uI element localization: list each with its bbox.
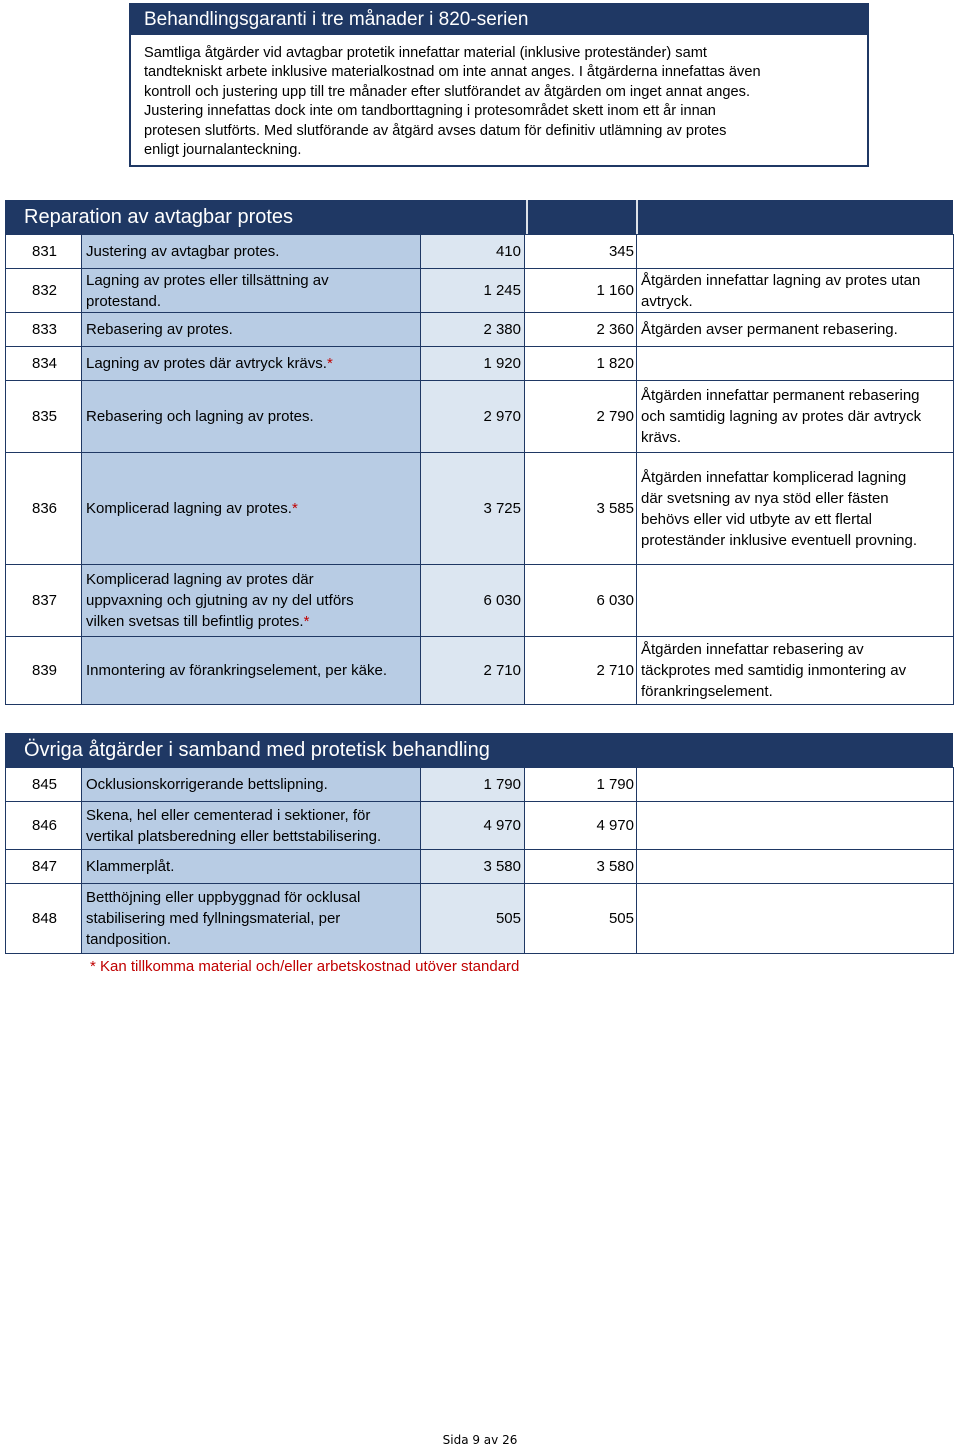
procedure-description	[82, 565, 421, 637]
table-row	[6, 637, 954, 705]
procedure-description	[82, 381, 421, 453]
procedure-code: 834	[6, 347, 82, 381]
repair-heading-text: Reparation av avtagbar protes	[24, 206, 294, 228]
price-primary: 1 790	[421, 768, 525, 802]
price-primary: 1 920	[421, 347, 525, 381]
description-line	[86, 241, 417, 262]
table-row	[6, 269, 954, 313]
procedure-description	[82, 884, 421, 954]
price-secondary: 2 360	[525, 313, 637, 347]
description-line	[86, 856, 417, 877]
footnote-marker: *	[303, 613, 310, 630]
description-text: Ocklusionskorrigerande bettslipning.	[86, 776, 328, 793]
price-primary: 410	[421, 235, 525, 269]
table-row	[6, 313, 954, 347]
description-line	[86, 826, 417, 847]
note-line: Åtgärden innefattar rebasering av	[641, 641, 864, 658]
description-line	[86, 774, 417, 795]
guarantee-line: tandtekniskt arbete inklusive materialkostnad om inte annat anges. I åtgärderna innefattas även	[144, 64, 761, 81]
note-line: Åtgärden innefattar permanent rebasering	[641, 387, 920, 404]
procedure-code: 831	[6, 235, 82, 269]
procedure-code: 833	[6, 313, 82, 347]
procedure-code: 848	[6, 884, 82, 954]
procedure-code: 832	[6, 269, 82, 313]
price-primary: 3 580	[421, 850, 525, 884]
guarantee-line: protesen slutförts. Med slutförande av åtgärd avses datum för definitiv utlämning av protes	[144, 122, 727, 139]
table-row	[6, 235, 954, 269]
procedure-code: 846	[6, 802, 82, 850]
procedure-description	[82, 802, 421, 850]
guarantee-line: Justering innefattas dock inte om tandborttagning i protesområdet skett inom ett år innan	[144, 103, 716, 120]
procedure-description	[82, 313, 421, 347]
procedure-description	[82, 347, 421, 381]
description-line	[86, 291, 417, 312]
price-primary: 505	[421, 884, 525, 954]
note-line: behövs eller vid utbyte av ett flertal	[641, 510, 872, 528]
procedure-note	[637, 850, 954, 884]
repair-table-body	[6, 235, 954, 705]
other-heading-text: Övriga åtgärder i samband med protetisk behandling	[24, 739, 490, 761]
procedure-description	[82, 768, 421, 802]
procedure-code: 837	[6, 565, 82, 637]
description-text: Lagning av protes där avtryck krävs.	[86, 355, 327, 372]
description-text: stabilisering med fyllningsmaterial, per	[86, 910, 341, 927]
table-row	[6, 884, 954, 954]
procedure-note	[637, 269, 954, 313]
description-line	[86, 270, 417, 291]
heading-divider	[636, 200, 638, 234]
description-line	[86, 498, 417, 519]
heading-divider	[526, 200, 528, 234]
table-row	[6, 381, 954, 453]
guarantee-line: kontroll och justering upp till tre månader efter slutförandet av åtgärden om inget annat anges.	[144, 83, 751, 100]
description-text: Betthöjning eller uppbyggnad för ocklusal	[86, 889, 361, 906]
procedure-description	[82, 269, 421, 313]
description-line	[86, 353, 417, 374]
note-line: krävs.	[641, 429, 682, 446]
description-text: Komplicerad lagning av protes.	[86, 500, 292, 517]
procedure-note	[637, 637, 954, 705]
description-line	[86, 590, 417, 611]
description-text: vilken svetsas till befintlig protes.	[86, 613, 304, 630]
price-secondary: 2 710	[525, 637, 637, 705]
table-row	[6, 453, 954, 565]
note-line: förankringselement.	[641, 683, 773, 700]
procedure-note	[637, 313, 954, 347]
guarantee-line: Samtliga åtgärder vid avtagbar protetik innefattar material (inklusive proteständer) samt	[144, 45, 707, 61]
description-text: Rebasering och lagning av protes.	[86, 408, 314, 425]
table-row	[6, 850, 954, 884]
note-line: Åtgärden avser permanent rebasering.	[641, 321, 898, 338]
description-text: Rebasering av protes.	[86, 321, 233, 338]
description-line	[86, 660, 417, 681]
note-line: Åtgärden innefattar komplicerad lagning	[641, 468, 907, 486]
note-line: där svetsning av nya stöd eller fästen	[641, 489, 889, 507]
table-row	[6, 565, 954, 637]
price-secondary: 1 790	[525, 768, 637, 802]
procedure-note	[637, 453, 954, 565]
table-row	[6, 347, 954, 381]
note-line: Åtgärden innefattar lagning av protes utan	[641, 271, 921, 289]
price-secondary: 2 790	[525, 381, 637, 453]
description-line	[86, 406, 417, 427]
repair-section-heading	[5, 200, 953, 234]
description-text: Komplicerad lagning av protes där	[86, 571, 314, 588]
other-table-body	[6, 768, 954, 954]
description-line	[86, 908, 417, 929]
procedure-note	[637, 381, 954, 453]
procedure-note	[637, 768, 954, 802]
description-text: Justering av avtagbar protes.	[86, 243, 280, 260]
price-secondary: 3 580	[525, 850, 637, 884]
procedure-note	[637, 347, 954, 381]
price-secondary: 345	[525, 235, 637, 269]
price-primary: 1 245	[421, 269, 525, 313]
description-text: Skena, hel eller cementerad i sektioner, för	[86, 806, 371, 824]
price-primary: 6 030	[421, 565, 525, 637]
guarantee-title: Behandlingsgaranti i tre månader i 820-serien	[131, 5, 867, 35]
price-secondary: 1 820	[525, 347, 637, 381]
procedure-description	[82, 453, 421, 565]
procedure-code: 845	[6, 768, 82, 802]
price-secondary: 1 160	[525, 269, 637, 313]
price-primary: 2 970	[421, 381, 525, 453]
procedure-code: 839	[6, 637, 82, 705]
price-secondary: 505	[525, 884, 637, 954]
procedure-note	[637, 884, 954, 954]
procedure-code: 847	[6, 850, 82, 884]
footnote: * Kan tillkomma material och/eller arbetskostnad utöver standard	[90, 958, 520, 975]
guarantee-box	[129, 3, 869, 167]
procedure-note	[637, 565, 954, 637]
description-text: vertikal platsberedning eller bettstabilisering.	[86, 827, 382, 845]
description-text: Lagning av protes eller tillsättning av	[86, 271, 329, 289]
procedure-code: 835	[6, 381, 82, 453]
table-row	[6, 802, 954, 850]
price-secondary: 4 970	[525, 802, 637, 850]
description-text: uppvaxning och gjutning av ny del utförs	[86, 592, 354, 609]
description-line	[86, 887, 417, 908]
other-table	[5, 767, 954, 954]
price-secondary: 3 585	[525, 453, 637, 565]
procedure-note	[637, 802, 954, 850]
procedure-description	[82, 637, 421, 705]
price-primary: 2 380	[421, 313, 525, 347]
page-number: Sida 9 av 26	[442, 1433, 518, 1447]
table-row	[6, 768, 954, 802]
description-line	[86, 929, 417, 950]
description-line	[86, 569, 417, 590]
footnote-marker: *	[326, 355, 333, 372]
procedure-description	[82, 850, 421, 884]
procedure-note	[637, 235, 954, 269]
guarantee-body	[131, 35, 867, 160]
description-line	[86, 805, 417, 826]
note-line: avtryck.	[641, 292, 693, 310]
price-primary: 3 725	[421, 453, 525, 565]
description-line	[86, 319, 417, 340]
procedure-code: 836	[6, 453, 82, 565]
description-text: Inmontering av förankringselement, per käke.	[86, 662, 387, 679]
price-primary: 2 710	[421, 637, 525, 705]
footnote-marker: *	[291, 500, 298, 517]
description-text: Klammerplåt.	[86, 858, 175, 875]
note-line: täckprotes med samtidig inmontering av	[641, 662, 907, 679]
note-line: och samtidig lagning av protes där avtryck	[641, 408, 922, 425]
guarantee-line: enligt journalanteckning.	[144, 142, 302, 159]
description-text: protestand.	[86, 292, 162, 310]
procedure-description	[82, 235, 421, 269]
description-text: tandposition.	[86, 931, 172, 948]
other-section-heading	[5, 733, 953, 767]
description-line	[86, 611, 417, 632]
price-secondary: 6 030	[525, 565, 637, 637]
note-line: proteständer inklusive eventuell provning.	[641, 531, 917, 549]
repair-table	[5, 234, 954, 705]
price-primary: 4 970	[421, 802, 525, 850]
